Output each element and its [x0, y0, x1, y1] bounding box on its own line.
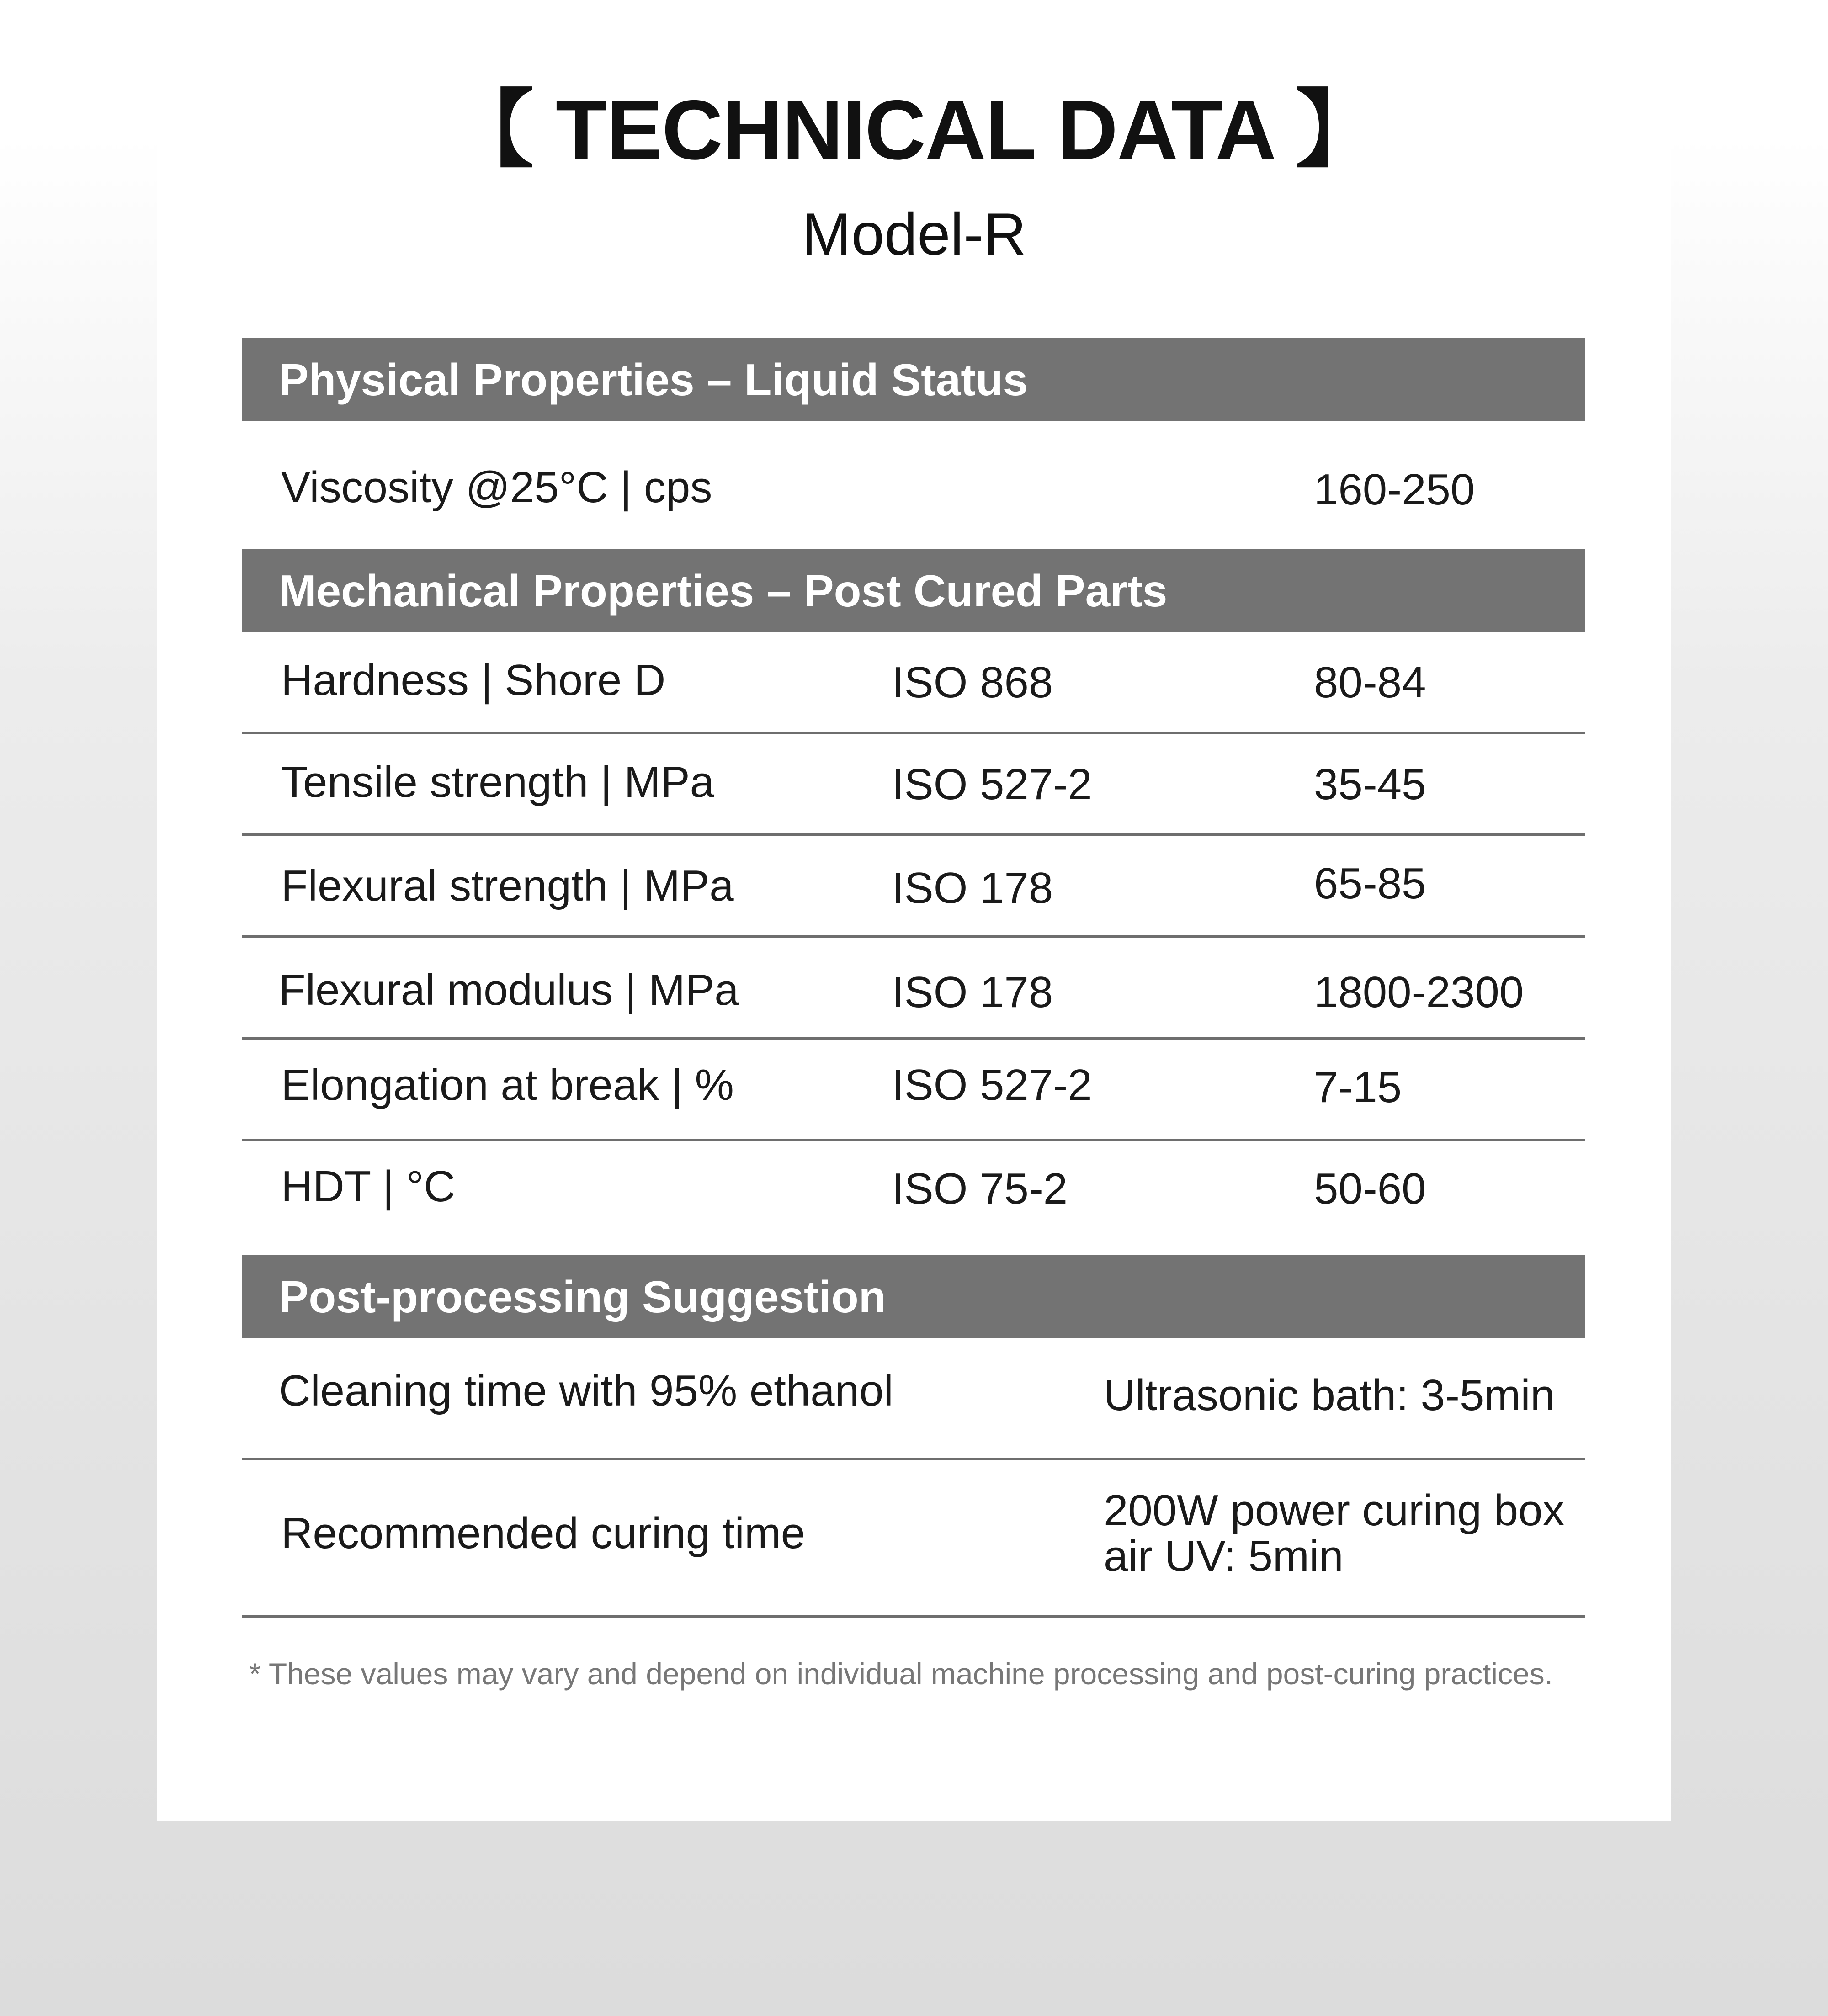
test-standard: ISO 527-2: [892, 760, 1092, 809]
property-name: Viscosity @25°C | cps: [281, 463, 712, 512]
property-name: Flexural strength | MPa: [281, 861, 734, 910]
section-header-physical: [242, 338, 1585, 421]
table-row: [242, 1460, 1585, 1618]
property-name: Flexural modulus | MPa: [279, 966, 739, 1014]
table-row: [242, 1040, 1585, 1141]
property-value: 160-250: [1314, 465, 1475, 514]
property-value: 1800-2300: [1314, 968, 1524, 1017]
property-value: 7-15: [1314, 1063, 1402, 1112]
footnote: * These values may vary and depend on individual machine processing and post-curing practices.: [249, 1657, 1553, 1691]
property-name: Tensile strength | MPa: [281, 758, 715, 806]
property-value: 200W power curing box air UV: 5min: [1104, 1486, 1565, 1581]
property-name: Cleaning time with 95% ethanol: [279, 1366, 893, 1415]
table-row: [242, 938, 1585, 1040]
section-title: Mechanical Properties – Post Cured Parts: [279, 566, 1168, 616]
test-standard: ISO 75-2: [892, 1164, 1068, 1213]
table-row: [242, 836, 1585, 938]
property-name: Hardness | Shore D: [281, 656, 666, 705]
property-value: 80-84: [1314, 658, 1426, 707]
section-header-post-processing: [242, 1255, 1585, 1338]
section-title: Post-processing Suggestion: [279, 1272, 886, 1322]
test-standard: ISO 868: [892, 658, 1053, 707]
table-row: [242, 1338, 1585, 1460]
table-row: [242, 734, 1585, 836]
model-name: Model-R: [802, 201, 1026, 267]
section-header-mechanical: [242, 549, 1585, 632]
property-name: Recommended curing time: [281, 1509, 806, 1558]
test-standard: ISO 178: [892, 968, 1053, 1017]
page-title: 【 TECHNICAL DATA 】: [449, 83, 1379, 177]
property-value: Ultrasonic bath: 3-5min: [1104, 1371, 1555, 1420]
property-value: 35-45: [1314, 760, 1426, 809]
test-standard: ISO 178: [892, 864, 1053, 913]
property-value: 65-85: [1314, 859, 1426, 908]
property-name: HDT | °C: [281, 1162, 456, 1211]
property-name: Elongation at break | %: [281, 1061, 734, 1109]
table-row: [242, 1141, 1585, 1255]
table-row: [242, 421, 1585, 549]
table-row: [242, 632, 1585, 734]
section-title: Physical Properties – Liquid Status: [279, 355, 1028, 405]
test-standard: ISO 527-2: [892, 1061, 1092, 1109]
property-value: 50-60: [1314, 1164, 1426, 1213]
